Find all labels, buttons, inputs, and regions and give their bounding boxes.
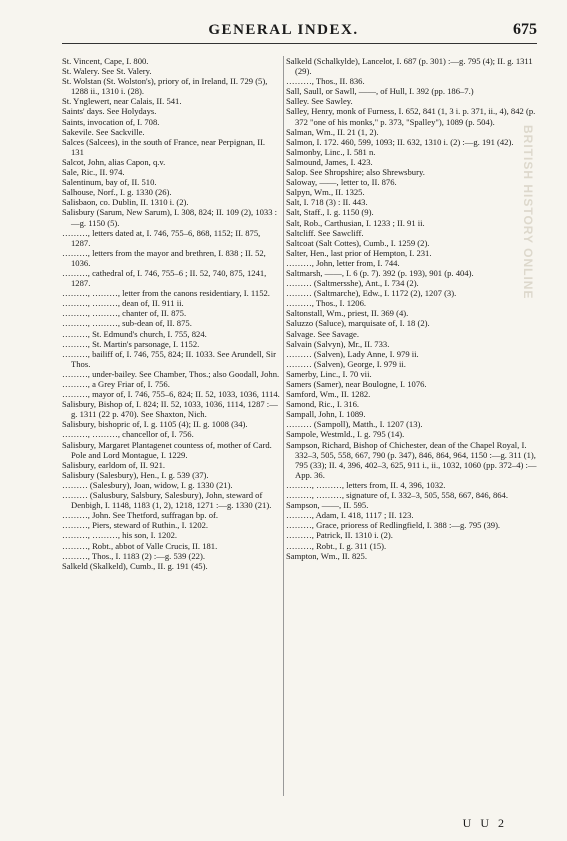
index-entry: Salisbury (Sarum, New Sarum), I. 308, 824; II. 109 (2), 1033 :—g. 1150 (5). — [62, 207, 278, 228]
index-entry: Salt, Rob., Carthusian, I. 1233 ; II. 91 ii. — [286, 217, 425, 228]
index-entry: ………, Grace, prioress of Redlingfield, I. 388 :—g. 795 (39). — [286, 520, 501, 531]
index-entry: Saints' days. See Holydays. — [62, 106, 157, 117]
left-column — [62, 56, 280, 571]
watermark: BRITISH HISTORY ONLINE — [521, 125, 535, 300]
index-entry: ……… (Saltmersshe), Ant., I. 734 (2). — [286, 278, 419, 289]
index-entry: Samers (Samer), near Boulogne, I. 1076. — [286, 379, 427, 389]
index-entry: Salop. See Shropshire; also Shrewsbury. — [286, 167, 425, 178]
index-entry: ………, Robt., I. g. 311 (15). — [286, 540, 387, 551]
index-entry: ………, Thos., I. 1183 (2) :—g. 539 (22). — [62, 550, 205, 561]
index-entry: St. Wolstan (St. Wolston's), priory of, in Ireland, II. 729 (5), 1288 ii., 1310 i. (28). — [62, 76, 268, 97]
index-entry: Saltcoat (Salt Cottes), Cumb., I. 1259 (2). — [286, 237, 430, 248]
index-entry: Sampton, Wm., II. 825. — [286, 550, 367, 561]
page-number: 675 — [513, 21, 537, 38]
index-entry: Saluzzo (Saluce), marquisate of, I. 18 (2). — [286, 318, 430, 329]
index-entry: ……… (Salven), George, I. 979 ii. — [286, 358, 406, 369]
index-entry: Salisbury, Bishop of, I. 824; II. 52, 1033, 1036, 1114, 1287 :—g. 1311 (22 p. 470). See Shaxton, Nich. — [62, 399, 278, 420]
page-header — [0, 22, 567, 42]
index-entry: Sampall, John, I. 1089. — [286, 409, 366, 420]
index-entry: Salisbaon, co. Dublin, II. 1310 i. (2). — [62, 197, 189, 208]
index-entry: ……… (Salesbury), Joan, widow, I. g. 1330 (21). — [62, 479, 233, 490]
index-entry: St. Walery. See St. Valery. — [62, 66, 152, 77]
index-entry: Saltmarsh, ——, I. 6 (p. 7). 392 (p. 193), 901 (p. 404). — [286, 267, 474, 278]
index-entry: Sampson, Richard, Bishop of Chichester, dean of the Chapel Royal, I. 332–3, 505, 558, 667, 790 (p. 347), 846, 864, 964, 1150 :—g. 311 (1), 795 (33); II. 4, 396, 402–3, 625, 911 i., ii., 1032, 1060 (pp. 372–4) :—App. 36. — [286, 439, 537, 480]
index-entry: Salter, Hen., last prior of Hempton, I. 231. — [286, 247, 432, 258]
index-entry: ………, ………, chanter of, II. 875. — [62, 308, 187, 319]
index-entry: ………, a Grey Friar of, I. 756. — [62, 379, 170, 389]
index-entry: Salley, Henry, monk of Furness, I. 652, 841 (1, 3 i. p. 371, ii., 4), 842 (p. 372 "one of his monks," p. 373, "Spalley"), 1089 (p. 504). — [286, 106, 536, 127]
index-entry: Sampson, ——, II. 595. — [286, 500, 369, 511]
index-entry: ………, Thos., I. 1206. — [286, 298, 367, 309]
index-entry: ………, Adam, I. 418, 1117 ; II. 123. — [286, 510, 414, 521]
index-entry: Samerby, Linc., I. 70 vii. — [286, 368, 372, 379]
index-entry: ………, John. See Thetford, suffragan bp. of. — [62, 510, 219, 521]
signature-mark: U U 2 — [462, 816, 507, 830]
index-entry: Sall, Saull, or Sawll, ——, of Hull, I. 392 (pp. 186–7.) — [286, 86, 474, 97]
index-entry: ………, Robt., abbot of Valle Crucis, II. 181. — [62, 540, 218, 551]
index-entry: St. Vincent, Cape, I. 800. — [62, 56, 149, 66]
index-entry: Salisbury (Salesbury), Hen., I. g. 539 (37). — [62, 469, 209, 480]
index-entry: Salentinum, bay of, II. 510. — [62, 177, 157, 188]
index-entry: ………, ………, letters from, II. 4, 396, 1032. — [286, 479, 446, 490]
index-entry: St. Ynglewert, near Calais, II. 541. — [62, 96, 182, 107]
index-entry: Sakevile. See Sackville. — [62, 126, 145, 137]
index-entry: Salces (Salcees), in the south of France, near Perpignan, II. 131 — [62, 136, 266, 157]
right-column — [286, 56, 540, 561]
index-entry: Saints, invocation of, I. 708. — [62, 116, 160, 127]
index-entry: Samford, Wm., II. 1282. — [286, 389, 371, 400]
index-entry: ………, ………, letter from the canons residentiary, I. 1152. — [62, 288, 270, 299]
index-entry: ………, cathedral of, I. 746, 755–6 ; II. 52, 740, 875, 1241, 1287. — [62, 267, 267, 289]
index-entry: ………, ………, his son, I. 1202. — [62, 530, 178, 541]
index-entry: ………, ………, signature of, I. 332–3, 505, 558, 667, 846, 864. — [286, 490, 508, 501]
column-divider — [283, 56, 284, 796]
index-entry: ………, Piers, steward of Ruthin., I. 1202. — [62, 520, 209, 531]
index-entry: Salisbury, bishopric of, I. g. 1105 (4); II. g. 1008 (34). — [62, 419, 248, 430]
index-entry: Salman, Wm., II. 21 (1, 2). — [286, 126, 379, 137]
index-entry: ………, John, letter from, I. 744. — [286, 257, 400, 268]
index-entry: ………, ………, sub-dean of, II. 875. — [62, 318, 192, 329]
index-entry: Salhouse, Norf., I. g. 1330 (26). — [62, 187, 172, 198]
index-entry: Salt, Staff., I. g. 1150 (9). — [286, 207, 374, 218]
index-entry: ………, ………, dean of, II. 911 ii. — [62, 298, 184, 309]
index-entry: Salkeld (Skalkeld), Cumb., II. g. 191 (45). — [62, 560, 208, 571]
index-entry: Salkeld (Schalkylde), Lancelot, I. 687 (p. 301) :—g. 795 (4); II. g. 1311 (29). — [286, 56, 533, 77]
index-entry: ………, Thos., II. 836. — [286, 76, 365, 87]
index-entry: Sampole, Westmld., I. g. 795 (14). — [286, 429, 405, 440]
index-entry: Salt, I. 718 (3) : II. 443. — [286, 197, 368, 208]
page-title: GENERAL INDEX. — [208, 22, 359, 38]
index-entry: ………, St. Edmund's church, I. 755, 824. — [62, 328, 207, 339]
index-entry: ………, ………, chancellor of, I. 756. — [62, 429, 194, 440]
index-entry: ………, mayor of, I. 746, 755–6, 824; II. 52, 1033, 1036, 1114. — [62, 389, 280, 400]
index-entry: ……… (Saltmarche), Edw., I. 1172 (2), 1207 (3). — [286, 288, 457, 299]
index-entry: ………, bailiff of, I. 746, 755, 824; II. 1033. See Arundell, Sir Thos. — [62, 348, 276, 369]
index-entry: Salmound, James, I. 423. — [286, 156, 373, 167]
index-entry: Salmon, I. 172. 460, 599, 1093; II. 632, 1310 i. (2) :—g. 191 (42). — [286, 136, 514, 147]
index-entry: Samond, Ric., I. 316. — [286, 399, 360, 410]
index-entry: ………, letters dated at, I. 746, 755–6, 868, 1152; II. 875, 1287. — [62, 227, 261, 248]
index-entry: Saloway, ——, letter to, II. 876. — [286, 177, 397, 188]
index-entry: ………, Patrick, II. 1310 i. (2). — [286, 530, 393, 541]
index-entry: ……… (Sampoll), Matth., I. 1207 (13). — [286, 419, 423, 430]
index-entry: Salvage. See Savage. — [286, 328, 360, 339]
index-entry: Salmonby, Linc., I. 581 n. — [286, 146, 376, 157]
header-rule — [62, 43, 537, 44]
index-entry: Salcot, John, alias Capon, q.v. — [62, 156, 166, 167]
index-entry: ………, under-bailey. See Chamber, Thos.; also Goodall, John. — [62, 368, 280, 379]
index-entry: Saltcliff. See Sawcliff. — [286, 227, 364, 238]
index-entry: ……… (Salusbury, Salsbury, Salesbury), John, steward of Denbigh, I. 1148, 1183 (1, 2), 1218, 1271 :—g. 1330 (21). — [62, 490, 272, 511]
index-entry: ………, St. Martin's parsonage, I. 1152. — [62, 338, 200, 349]
index-entry: Salisbury, earldom of, II. 921. — [62, 459, 166, 470]
index-entry: ……… (Salven), Lady Anne, I. 979 ii. — [286, 348, 419, 359]
index-entry: Sale, Ric., II. 974. — [62, 167, 125, 178]
index-entry: Salisbury, Margaret Plantagenet countess of, mother of Card. Pole and Lord Montague, I. 1229. — [62, 439, 272, 460]
index-entry: Salvain (Salvyn), Mr., II. 733. — [286, 338, 390, 349]
index-entry: Salley. See Sawley. — [286, 96, 353, 107]
index-entry: ………, letters from the mayor and brethren, I. 838 ; II. 52, 1036. — [62, 247, 266, 268]
index-entry: Salpyn, Wm., II. 1325. — [286, 187, 365, 198]
index-entry: Saltonstall, Wm., priest, II. 369 (4). — [286, 308, 409, 319]
